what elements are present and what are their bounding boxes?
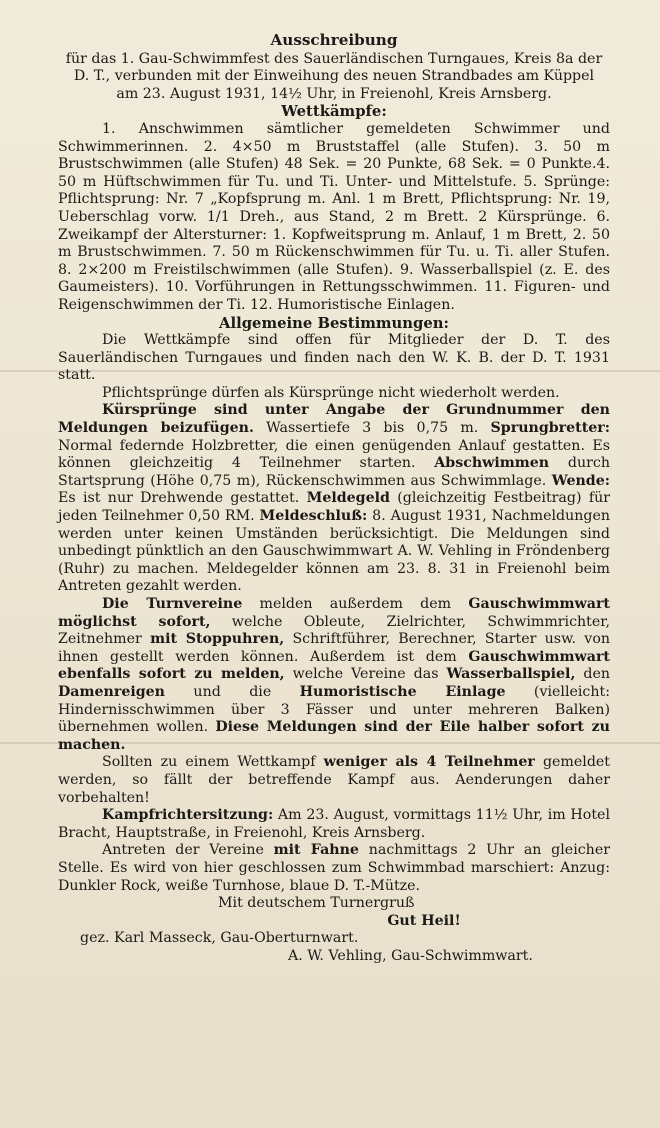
bold-text: Die Turnvereine <box>102 596 243 612</box>
bold-text: Diese Meldungen sind der Eile halber sofort zu machen. <box>58 719 610 753</box>
text-run: welche Obleute, Zielrichter, Schwimmrichter, Zeitnehmer <box>58 613 611 648</box>
signature-schwimmwart: A. W. Vehling, Gau-Schwimmwart. <box>288 947 533 964</box>
text-run: Wassertiefe 3 bis 0,75 m. <box>253 420 491 437</box>
text-run: melden außerdem dem <box>242 596 469 612</box>
bold-text: Gauschwimmwart möglichst sofort, <box>58 596 610 630</box>
text-run: (gleichzeitig Festbeitrag) für jeden Teilnehmer 0,50 RM. <box>58 490 610 525</box>
bold-text: Kampfrichtersitzung: <box>102 807 274 824</box>
paragraph-7 <box>58 842 610 895</box>
paragraph-2: Pflichtsprünge dürfen als Kürsprünge nicht wiederholt werden. <box>102 384 560 401</box>
text-run: 8. August 1931, Nachmeldungen werden unter keinen Umständen berücksichtigt. Die Meldungen sind unbedingt pünktlich an den Gauschwimmwart A. W. Vehling in Fröndenberg (Ruhr) zu machen. Meldegelder können am 23. 8. 31 in Freienohl beim Antreten gezahlt werden. <box>58 508 610 595</box>
closing-line: Mit deutschem Turnergruß <box>218 895 415 912</box>
bold-text: Abschwimmen <box>434 455 550 472</box>
bold-text: Meldeschluß: <box>259 508 368 525</box>
text-run: Normal federnde Holzbretter, die einen genügenden Anlauf gestatten. Es können gleichzeitig 4 Teilnehmer starten. <box>58 437 610 472</box>
text-run: welche Vereine das <box>284 666 447 683</box>
document-body <box>58 32 610 965</box>
greeting: Gut Heil! <box>387 912 461 929</box>
paragraph-5 <box>58 754 610 807</box>
bold-text: Gauschwimmwart ebenfalls sofort zu melden, <box>58 648 610 683</box>
text-run: nachmittags 2 Uhr an gleicher Stelle. Es wird von hier geschlossen zum Schwimmbad marschiert: Anzug: Dunkler Rock, weiße Turnhose, blaue D. T.-Mütze. <box>58 842 610 894</box>
document-title: Ausschreibung <box>270 31 398 49</box>
text-run: gemeldet werden, so fällt der betreffende Kampf aus. Aenderungen daher vorbehalten! <box>58 754 610 806</box>
bold-text: Humoristische Einlage <box>299 683 506 700</box>
bold-text: Damenreigen <box>58 683 166 700</box>
intro-text: für das 1. Gau-Schwimmfest des Sauerländischen Turngaues, Kreis 8a der D. T., verbunden mit der Einweihung des neuen Strandbades am Küppel am 23. August 1931, 14½ Uhr, in Freienohl, Kreis Arnsberg. <box>65 50 603 102</box>
wettkaempfe-heading: Wettkämpfe: <box>281 103 387 121</box>
paragraph-1: Die Wettkämpfe sind offen für Mitglieder der D. T. des Sauerländischen Turngaues und finden nach den W. K. B. der D. T. 1931 statt. <box>58 332 610 384</box>
bold-text: Meldegeld <box>306 490 390 507</box>
wettkaempfe-text: 1. Anschwimmen sämtlicher gemeldeten Schwimmer und Schwimmerinnen. 2. 4×50 m Bruststaffel (alle Stufen). 3. 50 m Brustschwimmen (alle Stufen) 48 Sek. = 20 Punkte, 68 Sek. = 0 Punkte.4. 50 m Hüftschwimmen für Tu. und Ti. Unter- und Mittelstufe. 5. Sprünge: Pflichtsprung: Nr. 7 „Kopfsprung m. Anl. 1 m Brett, Pflichtsprung: Nr. 19, Ueberschlag vorw. 1/1 Dreh., aus Stand, 2 m Brett. 2 Kürsprünge. 6. Zweikampf der Altersturner: 1. Kopfweitsprung m. Anlauf, 1 m Brett, 2. 50 m Brustschwimmen. 7. 50 m Rückenschwimmen für Tu. u. Ti. aller Stufen. 8. 2×200 m Freistilschwimmen (alle Stufen). 9. Wasserballspiel (z. E. des Gaumeisters). 10. Vorführungen in Rettungsschwimmen. 11. Figuren- und Reigenschwimmen der Ti. 12. Humoristische Einlagen. <box>58 120 610 313</box>
text-run: Es ist nur Drehwende gestattet. <box>58 490 307 507</box>
bold-text: Kürsprünge sind unter Angabe der Grundnummer den Meldungen beizufügen. <box>58 402 610 437</box>
allgemein-heading: Allgemeine Bestimmungen: <box>218 314 450 332</box>
bold-text: mit Fahne <box>273 842 359 859</box>
text-run: und die <box>165 683 300 700</box>
text-run: Sollten zu einem Wettkampf <box>102 754 324 771</box>
signature-oberturnwart: gez. Karl Masseck, Gau-Oberturnwart. <box>80 930 359 947</box>
text-run: Schriftführer, Berechner, Starter usw. von ihnen gestellt werden können. Außerdem ist dem <box>58 631 610 665</box>
bold-text: Wasserballspiel, <box>446 666 576 683</box>
paragraph-4 <box>58 596 610 754</box>
bold-text: Wende: <box>551 472 610 489</box>
paragraph-6 <box>58 807 610 842</box>
text-run: (vielleicht: Hindernisschwimmen über 3 Fässer und unter mehreren Balken) übernehmen wollen. <box>58 683 610 736</box>
bold-text: mit Stoppuhren, <box>150 631 285 648</box>
paragraph-3 <box>58 402 610 596</box>
bold-text: weniger als 4 Teilnehmer <box>323 754 535 771</box>
bold-text: Sprungbretter: <box>490 420 611 437</box>
text-run: den <box>575 666 610 683</box>
text-run: durch Startsprung (Höhe 0,75 m), Rückenschwimmen aus Schwimmlage. <box>58 455 610 489</box>
text-run: Antreten der Vereine <box>102 842 274 859</box>
text-run: Am 23. August, vormittags 11½ Uhr, im Hotel Bracht, Hauptstraße, in Freienohl, Kreis Arnsberg. <box>58 807 610 841</box>
